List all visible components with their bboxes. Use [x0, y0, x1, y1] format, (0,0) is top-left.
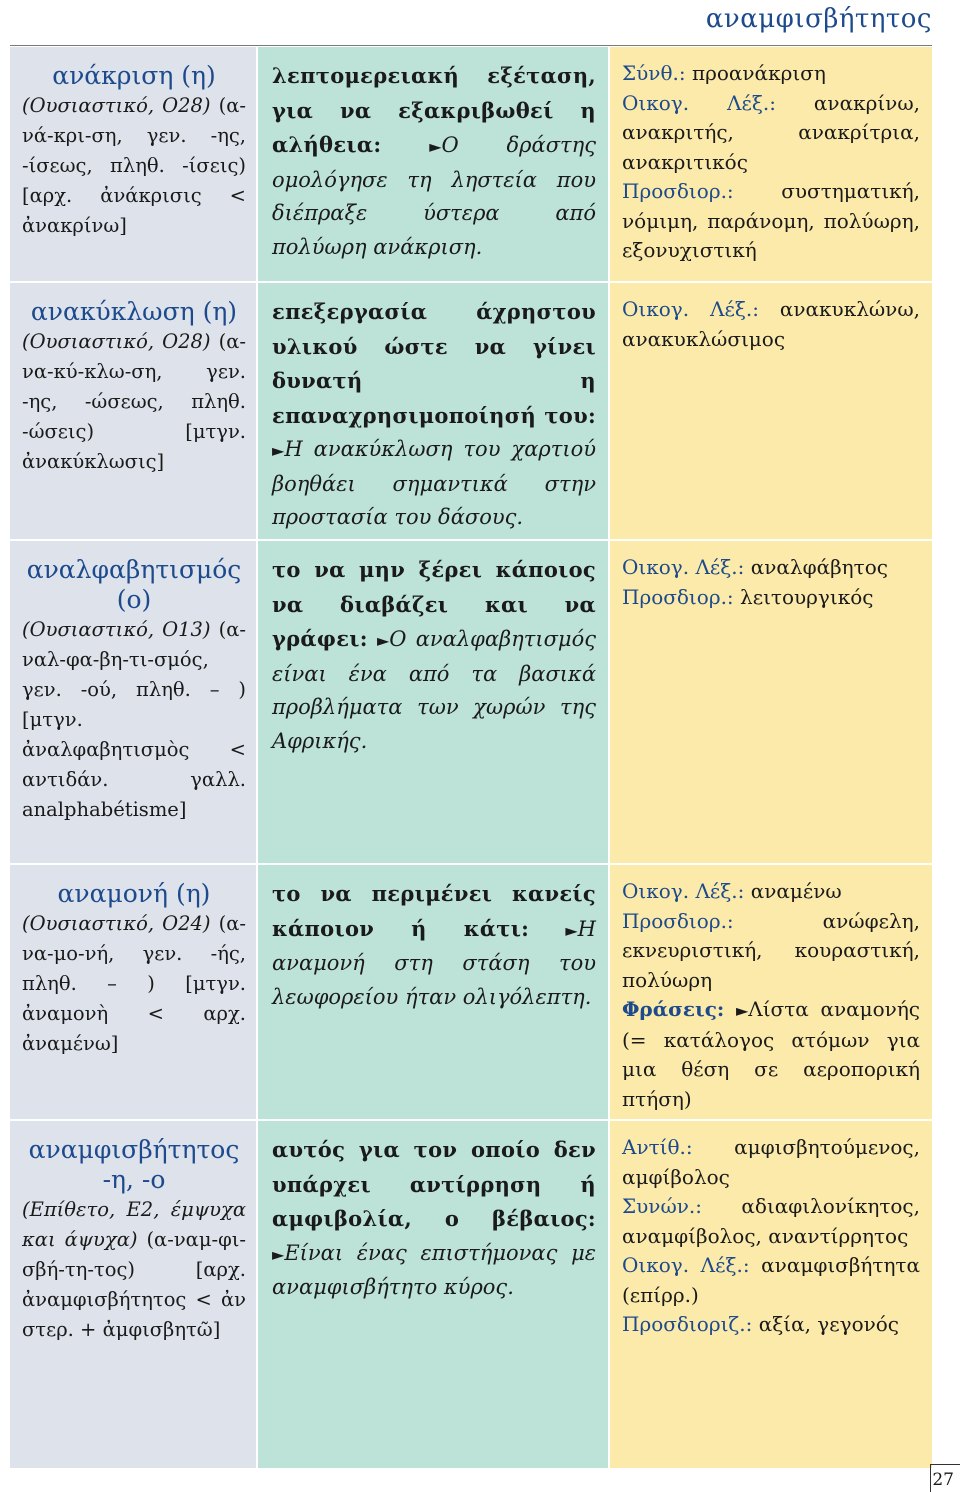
headword: αναμφισβήτητος -η, -ο — [28, 1135, 240, 1194]
headword: αναλφαβητισμός (ο) — [26, 555, 242, 614]
definition: το να μην ξέρει κάποιος να διαβάζει και να γράφει: ►Ο αναλφαβητισμός είναι ένα από τα βασικά προβλήματα των χωρών της Αφρικής. — [272, 557, 596, 753]
entry-definition-cell — [258, 283, 610, 541]
headword: ανάκριση (η) — [52, 61, 216, 90]
running-head: αναμφισβήτητος — [705, 4, 932, 34]
definition: το να περιμένει κανείς κάποιον ή κάτι: ►Η αναμονή στη στάση του λεωφορείου ήταν ολιγόλεπτη. — [272, 881, 596, 1009]
entry-related-cell — [610, 541, 934, 865]
entry-headword-cell — [10, 283, 258, 541]
definition: λεπτομερειακή εξέταση, για να εξακριβωθεί η αλήθεια: ►Ο δράστης ομολόγησε τη ληστεία που διέπραξε ύστερα από πολύωρη ανάκριση. — [272, 63, 596, 259]
related-words: Οικογ. Λέξ.: ανακυκλώνω, ανακυκλώσιμος — [622, 297, 920, 351]
related-words: Οικογ. Λέξ.: αναμένω Προσδιορ.: ανώφελη, εκνευριστική, κουραστική, πολύωρη Φράσεις: ►Λίστα αναμονής (= κατάλογος ατόμων για μια θέση σε αεροπορική πτήση) — [622, 879, 921, 1111]
entry-related-cell — [610, 47, 934, 283]
entry-related-cell — [610, 865, 934, 1121]
header-rule — [10, 45, 932, 46]
entry-meta: (Ουσιαστικό, Ο28) (α-νά-κρι-ση, γεν. -ης, -ίσεως, πληθ. -ίσεις) [αρχ. ἀνάκρισις < ἀνακρίνω] — [22, 94, 247, 237]
entry-meta: (Ουσιαστικό, Ο24) (α-να-μο-νή, γεν. -ής, πληθ. – ) [μτγν. ἀναμονὴ < αρχ. ἀναμένω] — [22, 912, 247, 1055]
entry-headword-cell — [10, 865, 258, 1121]
dictionary-table — [10, 47, 934, 1470]
entry-headword-cell — [10, 1121, 258, 1470]
headword: αναμονή (η) — [57, 879, 211, 908]
related-words: Αντίθ.: αμφισβητούμενος, αμφίβολος Συνών.: αδιαφιλονίκητος, αναμφίβολος, αναντίρρητος Οικογ. Λέξ.: αναμφισβήτητα (επίρρ.) Προσδιοριζ.: αξία, γεγονός — [622, 1135, 920, 1336]
entry-headword-cell — [10, 541, 258, 865]
related-words: Οικογ. Λέξ.: αναλφάβητος Προσδιορ.: λειτουργικός — [622, 555, 888, 609]
entry-meta: (Επίθετο, Ε2, έμψυχα και άψυχα) (α-ναμ-φι-σβή-τη-τος) [αρχ. ἀναμφισβήτητος < ἀν στερ. + ἀμφισβητῶ] — [22, 1198, 246, 1341]
entry-definition-cell — [258, 865, 610, 1121]
headword: ανακύκλωση (η) — [30, 297, 238, 326]
related-words: Σύνθ.: προανάκριση Οικογ. Λέξ.: ανακρίνω, ανακριτής, ανακρίτρια, ανακριτικός Προσδιορ.: συστηματική, νόμιμη, παράνομη, πολύωρη, εξονυχιστική — [622, 61, 920, 262]
entry-meta: (Ουσιαστικό, Ο28) (α-να-κύ-κλω-ση, γεν. -ης, -ώσεως, πληθ. -ώσεις) [μτγν. ἀνακύκλωσις] — [22, 330, 247, 473]
entry-definition-cell — [258, 1121, 610, 1470]
definition: επεξεργασία άχρηστου υλικού ώστε να γίνει δυνατή η επαναχρησιμοποίησή του: ►Η ανακύκλωση του χαρτιού βοηθάει σημαντικά στην προστασία του δάσους. — [272, 299, 596, 529]
definition: αυτός για τον οποίο δεν υπάρχει αντίρρηση ή αμφιβολία, ο βέβαιος: ►Είναι ένας επιστήμονας με αναμφισβήτητο κύρος. — [272, 1137, 596, 1299]
triangle-marker-icon: ► — [565, 920, 578, 940]
triangle-marker-icon: ► — [272, 1244, 285, 1264]
entry-related-cell — [610, 1121, 934, 1470]
triangle-marker-icon: ► — [376, 631, 390, 650]
triangle-marker-icon: ► — [272, 441, 285, 460]
page-number: 27 — [932, 1470, 954, 1490]
entry-headword-cell — [10, 47, 258, 283]
entry-meta: (Ουσιαστικό, Ο13) (α-ναλ-φα-βη-τι-σμός, γεν. -ού, πληθ. – ) [μτγν. ἀναλφαβητισμὸς < αντιδάν. γαλλ. analphabétisme] — [22, 618, 247, 821]
entry-related-cell — [610, 283, 934, 541]
entry-definition-cell — [258, 47, 610, 283]
triangle-marker-icon: ► — [735, 1001, 749, 1020]
entry-definition-cell — [258, 541, 610, 865]
triangle-marker-icon: ► — [429, 137, 442, 156]
